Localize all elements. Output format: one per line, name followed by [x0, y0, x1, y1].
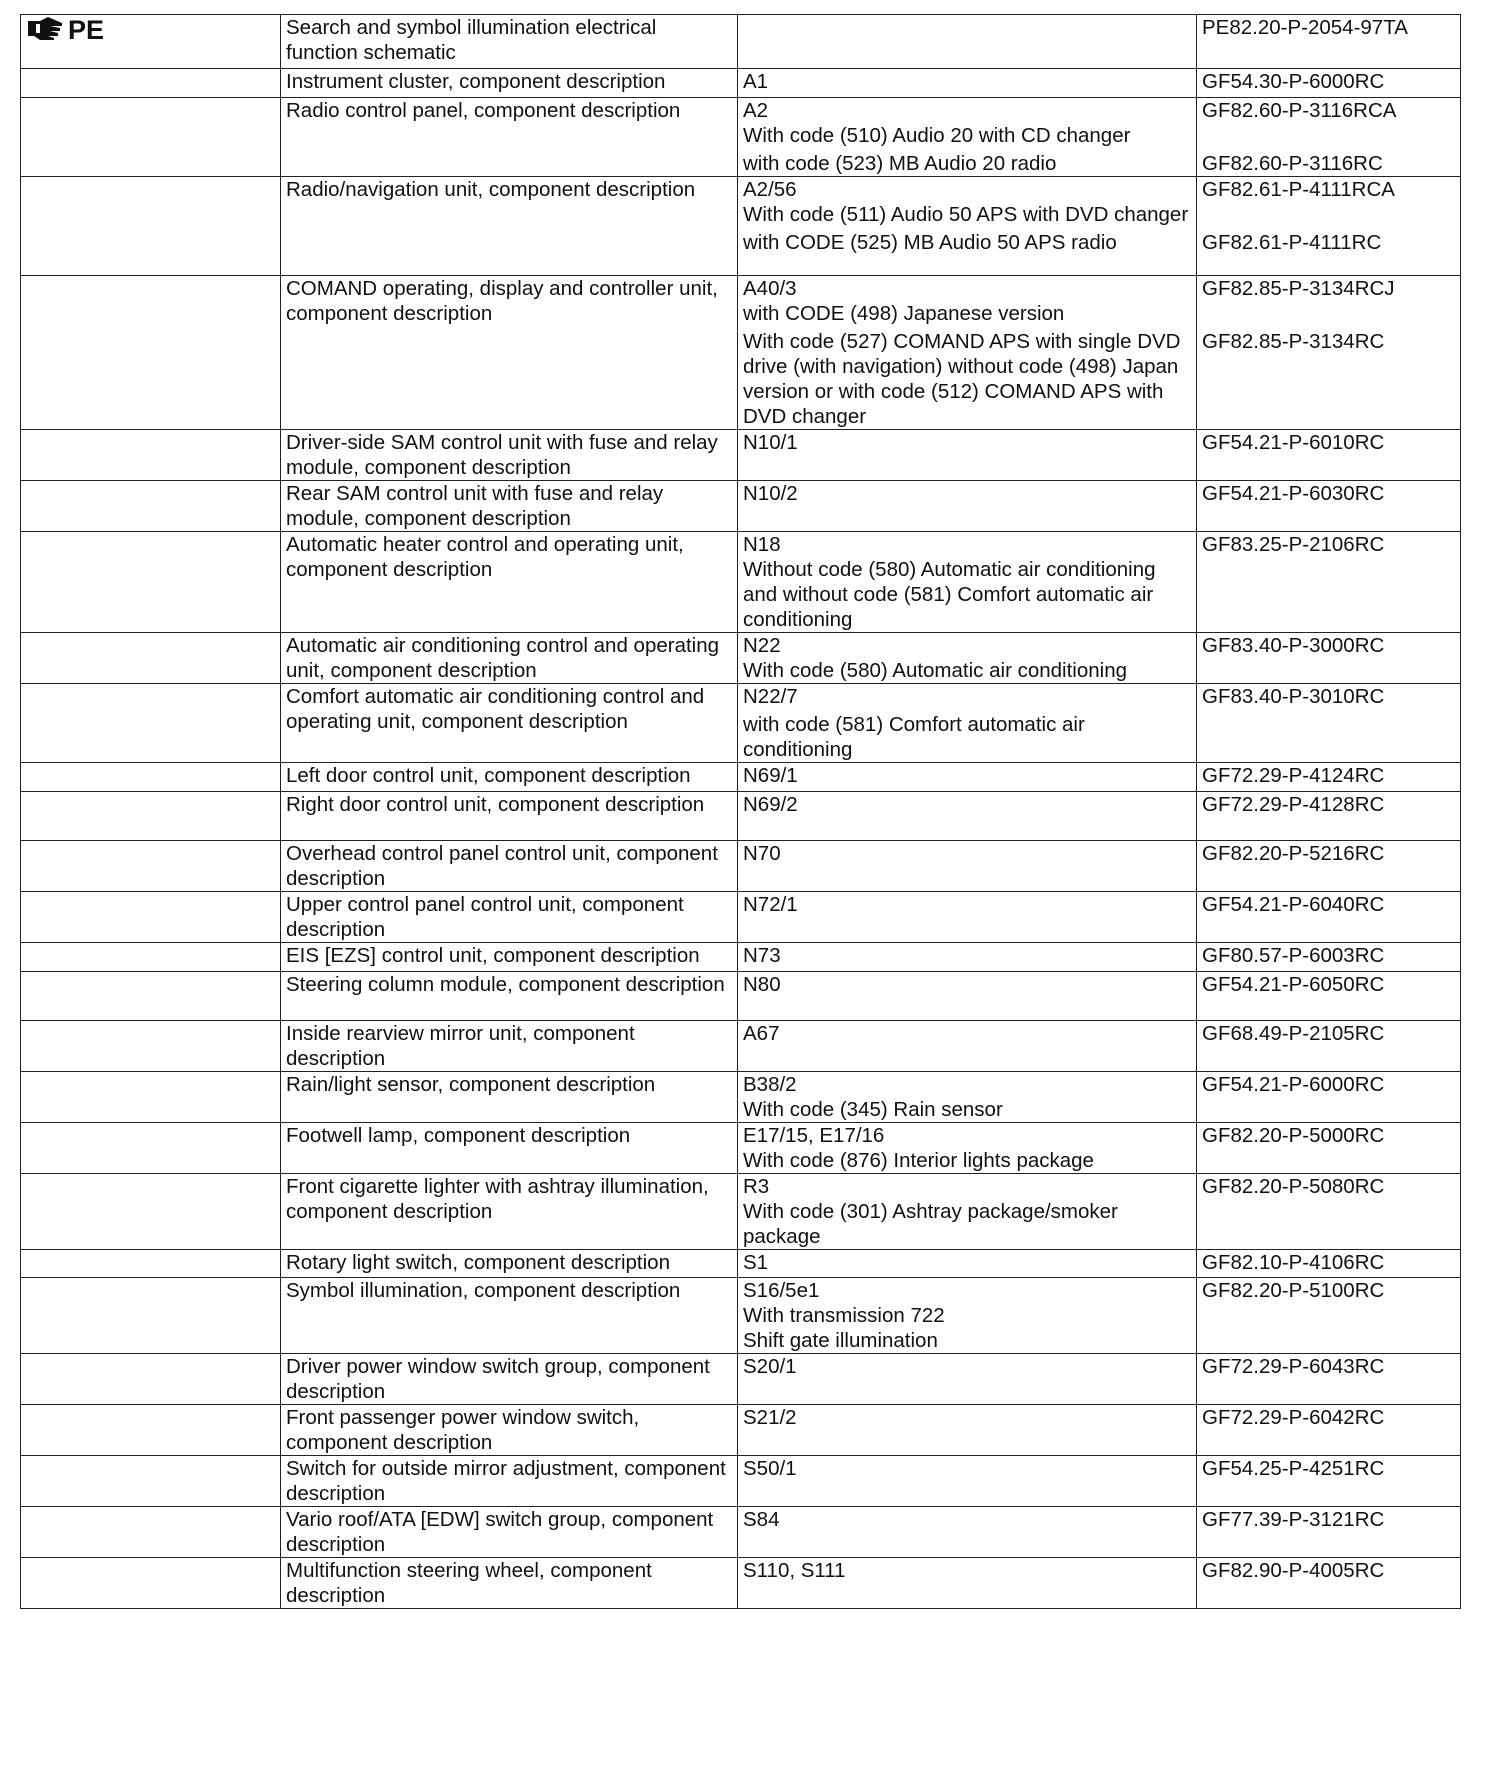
table-row	[21, 792, 1461, 841]
document-reference-cell	[1197, 177, 1461, 276]
component-code-cell	[738, 69, 1197, 98]
component-code-cell	[738, 1123, 1197, 1174]
component-code-cell	[738, 972, 1197, 1021]
document-reference-cell	[1197, 1278, 1461, 1354]
tag-cell	[21, 481, 281, 532]
component-description: Right door control unit, component description	[281, 792, 738, 841]
component-description: Upper control panel control unit, component description	[281, 892, 738, 943]
component-code: N73	[743, 944, 781, 967]
component-description: Steering column module, component description	[281, 972, 738, 1021]
table-row	[21, 1174, 1461, 1250]
component-code: S20/1	[743, 1355, 797, 1378]
component-description: Instrument cluster, component description	[281, 69, 738, 98]
document-reference-link[interactable]: GF54.21-P-6010RC	[1202, 431, 1385, 454]
document-reference-cell	[1197, 1021, 1461, 1072]
component-code-cell	[738, 1405, 1197, 1456]
document-reference-link[interactable]: GF54.21-P-6030RC	[1202, 482, 1385, 505]
document-reference-cell	[1197, 532, 1461, 633]
table-row	[21, 1021, 1461, 1072]
document-reference-link[interactable]: GF54.21-P-6000RC	[1202, 1073, 1385, 1096]
component-code-cell	[738, 430, 1197, 481]
component-code-cell	[738, 1174, 1197, 1250]
component-code-cell	[738, 841, 1197, 892]
document-reference-cell	[1197, 98, 1461, 177]
table-row	[21, 892, 1461, 943]
table-row	[21, 972, 1461, 1021]
component-description: Vario roof/ATA [EDW] switch group, component description	[281, 1507, 738, 1558]
table-row	[21, 943, 1461, 972]
tag-cell	[21, 1558, 281, 1609]
tag-cell	[21, 1250, 281, 1278]
document-reference-cell	[1197, 972, 1461, 1021]
component-description: Symbol illumination, component description	[281, 1278, 738, 1354]
component-code: With code (527) COMAND APS with single DVD drive (with navigation) without code (498) Japan version or with code (512) COMAND APS with DVD changer	[743, 330, 1181, 428]
table-body	[21, 15, 1461, 1609]
component-code: with code (581) Comfort automatic air conditioning	[743, 713, 1085, 761]
document-reference-link[interactable]: GF72.29-P-4124RC	[1202, 764, 1385, 787]
component-description: Multifunction steering wheel, component description	[281, 1558, 738, 1609]
component-code: with CODE (525) MB Audio 50 APS radio	[743, 231, 1117, 254]
tag-cell	[21, 1123, 281, 1174]
document-reference-link[interactable]: GF82.61-P-4111RC	[1202, 231, 1382, 254]
component-code: E17/15, E17/16 With code (876) Interior lights package	[743, 1124, 1094, 1172]
document-reference-link[interactable]: GF82.90-P-4005RC	[1202, 1559, 1385, 1582]
document-reference-link[interactable]: GF82.61-P-4111RCA	[1202, 178, 1395, 201]
document-reference-link[interactable]: GF82.85-P-3134RC	[1202, 330, 1385, 353]
table-row	[21, 1072, 1461, 1123]
table-row	[21, 684, 1461, 763]
section-tag: PE	[68, 15, 105, 45]
document-reference-cell	[1197, 430, 1461, 481]
document-reference-cell	[1197, 763, 1461, 792]
component-code-cell	[738, 276, 1197, 430]
table-row	[21, 841, 1461, 892]
table-row	[21, 481, 1461, 532]
component-description: Footwell lamp, component description	[281, 1123, 738, 1174]
document-reference-cell	[1197, 1354, 1461, 1405]
table-row	[21, 177, 1461, 276]
component-description: Driver-side SAM control unit with fuse and relay module, component description	[281, 430, 738, 481]
component-description: Automatic air conditioning control and operating unit, component description	[281, 633, 738, 684]
tag-cell	[21, 792, 281, 841]
pointing-hand-icon	[26, 15, 66, 43]
document-reference-cell	[1197, 1405, 1461, 1456]
tag-cell	[21, 1174, 281, 1250]
table-row	[21, 1123, 1461, 1174]
document-reference-link[interactable]: GF82.20-P-5080RC	[1202, 1175, 1385, 1198]
tag-cell	[21, 1021, 281, 1072]
table-row	[21, 1250, 1461, 1278]
tag-cell	[21, 633, 281, 684]
component-code-cell	[738, 1278, 1197, 1354]
document-reference-link[interactable]: GF54.30-P-6000RC	[1202, 70, 1385, 93]
document-reference-cell	[1197, 1558, 1461, 1609]
component-code: with code (523) MB Audio 20 radio	[743, 152, 1057, 175]
tag-cell	[21, 841, 281, 892]
component-code: S84	[743, 1508, 780, 1531]
tag-cell	[21, 69, 281, 98]
component-description: Driver power window switch group, component description	[281, 1354, 738, 1405]
tag-cell	[21, 1354, 281, 1405]
component-code-cell	[738, 792, 1197, 841]
document-reference-link[interactable]: GF82.10-P-4106RC	[1202, 1251, 1385, 1274]
component-description: Radio/navigation unit, component description	[281, 177, 738, 276]
tag-cell	[21, 430, 281, 481]
component-code-cell	[738, 943, 1197, 972]
document-reference-cell	[1197, 1072, 1461, 1123]
document-reference-link[interactable]: GF82.20-P-5000RC	[1202, 1124, 1385, 1147]
tag-cell	[21, 684, 281, 763]
component-code-cell	[738, 481, 1197, 532]
document-reference-link[interactable]: GF54.21-P-6050RC	[1202, 973, 1385, 996]
tag-cell	[21, 972, 281, 1021]
document-reference-cell	[1197, 1250, 1461, 1278]
tag-cell	[21, 1405, 281, 1456]
component-description: Comfort automatic air conditioning control and operating unit, component description	[281, 684, 738, 763]
component-code: A1	[743, 70, 769, 93]
component-code-cell	[738, 1507, 1197, 1558]
document-reference-link[interactable]: GF72.29-P-6042RC	[1202, 1406, 1385, 1429]
component-code-cell	[738, 763, 1197, 792]
document-reference-cell	[1197, 276, 1461, 430]
component-code: A67	[743, 1022, 780, 1045]
component-description: Front passenger power window switch, component description	[281, 1405, 738, 1456]
document-reference-cell	[1197, 892, 1461, 943]
table-row	[21, 1354, 1461, 1405]
tag-cell	[21, 1507, 281, 1558]
table-row	[21, 69, 1461, 98]
document-reference-cell	[1197, 943, 1461, 972]
table-row	[21, 1507, 1461, 1558]
document-reference-cell	[1197, 1123, 1461, 1174]
component-code: N10/1	[743, 431, 798, 454]
component-code-cell	[738, 98, 1197, 177]
component-code: S1	[743, 1251, 769, 1274]
component-code: N69/2	[743, 793, 798, 816]
component-code: N18 Without code (580) Automatic air conditioning and without code (581) Comfort automatic air conditioning	[743, 533, 1156, 631]
component-code-cell	[738, 1250, 1197, 1278]
document-reference-cell	[1197, 69, 1461, 98]
component-code-cell	[738, 1354, 1197, 1405]
tag-cell	[21, 177, 281, 276]
document-reference-cell	[1197, 841, 1461, 892]
document-reference-cell	[1197, 481, 1461, 532]
component-code-cell	[738, 892, 1197, 943]
document-reference-link[interactable]: GF83.40-P-3010RC	[1202, 685, 1385, 708]
table-row	[21, 1558, 1461, 1609]
component-code-cell	[738, 1456, 1197, 1507]
document-reference-cell	[1197, 1507, 1461, 1558]
table-row	[21, 276, 1461, 430]
tag-cell	[21, 1278, 281, 1354]
component-code: N22/7	[743, 685, 798, 708]
table-row	[21, 98, 1461, 177]
document-reference-cell	[1197, 1456, 1461, 1507]
document-reference-link[interactable]: GF82.85-P-3134RCJ	[1202, 277, 1395, 300]
component-description: Rotary light switch, component description	[281, 1250, 738, 1278]
document-reference-link[interactable]: GF54.25-P-4251RC	[1202, 1457, 1385, 1480]
document-reference-cell	[1197, 1174, 1461, 1250]
component-code: S21/2	[743, 1406, 797, 1429]
document-reference-cell	[1197, 792, 1461, 841]
reference-table	[20, 14, 1461, 1609]
component-code: N72/1	[743, 893, 798, 916]
component-description: Overhead control panel control unit, component description	[281, 841, 738, 892]
component-code: A2/56 With code (511) Audio 50 APS with DVD changer	[743, 178, 1189, 226]
component-description: Rear SAM control unit with fuse and relay module, component description	[281, 481, 738, 532]
component-code-cell	[738, 532, 1197, 633]
component-description: Rain/light sensor, component description	[281, 1072, 738, 1123]
component-code: S50/1	[743, 1457, 797, 1480]
component-description: Automatic heater control and operating unit, component description	[281, 532, 738, 633]
component-code: S16/5e1 With transmission 722 Shift gate illumination	[743, 1279, 945, 1352]
tag-cell	[21, 276, 281, 430]
component-code-cell	[738, 633, 1197, 684]
document-reference-link[interactable]: GF82.20-P-5100RC	[1202, 1279, 1385, 1302]
document-reference-link[interactable]: GF72.29-P-4128RC	[1202, 793, 1385, 816]
component-code: N22 With code (580) Automatic air conditioning	[743, 634, 1128, 682]
header-code	[738, 15, 1197, 69]
document-reference-link[interactable]: GF72.29-P-6043RC	[1202, 1355, 1385, 1378]
header-reference: PE82.20-P-2054-97TA	[1197, 15, 1461, 69]
component-description: Switch for outside mirror adjustment, component description	[281, 1456, 738, 1507]
document-reference-link[interactable]: GF82.60-P-3116RC	[1202, 152, 1383, 175]
component-code: N80	[743, 973, 781, 996]
table-row	[21, 763, 1461, 792]
component-code-cell	[738, 1558, 1197, 1609]
document-reference-link[interactable]: GF83.25-P-2106RC	[1202, 533, 1385, 556]
document-reference-link[interactable]: GF54.21-P-6040RC	[1202, 893, 1385, 916]
header-row	[21, 15, 1461, 69]
document-reference-link[interactable]: GF80.57-P-6003RC	[1202, 944, 1385, 967]
component-code-cell	[738, 1021, 1197, 1072]
table-row	[21, 430, 1461, 481]
document-reference-link[interactable]: GF83.40-P-3000RC	[1202, 634, 1385, 657]
component-code: N70	[743, 842, 781, 865]
document-reference-link[interactable]: GF82.60-P-3116RCA	[1202, 99, 1397, 122]
document-reference-cell	[1197, 684, 1461, 763]
tag-cell	[21, 892, 281, 943]
tag-cell	[21, 98, 281, 177]
component-description: Left door control unit, component description	[281, 763, 738, 792]
tag-cell	[21, 763, 281, 792]
component-code: A2 With code (510) Audio 20 with CD changer	[743, 99, 1131, 147]
document-reference-cell	[1197, 633, 1461, 684]
table-row	[21, 532, 1461, 633]
component-description: COMAND operating, display and controller unit, component description	[281, 276, 738, 430]
table-row	[21, 1278, 1461, 1354]
component-code: S110, S111	[743, 1559, 846, 1582]
component-description: Front cigarette lighter with ashtray illumination, component description	[281, 1174, 738, 1250]
component-code-cell	[738, 1072, 1197, 1123]
header-description: Search and symbol illumination electrical function schematic	[281, 15, 738, 69]
tag-cell	[21, 532, 281, 633]
component-code: A40/3 with CODE (498) Japanese version	[743, 277, 1065, 325]
component-description: Radio control panel, component description	[281, 98, 738, 177]
tag-cell	[21, 1072, 281, 1123]
component-code: B38/2 With code (345) Rain sensor	[743, 1073, 1003, 1121]
document-reference-link[interactable]: GF68.49-P-2105RC	[1202, 1022, 1385, 1045]
tag-cell	[21, 15, 281, 69]
table-row	[21, 633, 1461, 684]
tag-cell	[21, 943, 281, 972]
document-reference-link[interactable]: GF82.20-P-5216RC	[1202, 842, 1385, 865]
component-code: N69/1	[743, 764, 798, 787]
component-code-cell	[738, 684, 1197, 763]
component-code: N10/2	[743, 482, 798, 505]
table-row	[21, 1456, 1461, 1507]
component-description: Inside rearview mirror unit, component description	[281, 1021, 738, 1072]
component-code-cell	[738, 177, 1197, 276]
component-description: EIS [EZS] control unit, component description	[281, 943, 738, 972]
table-row	[21, 1405, 1461, 1456]
tag-cell	[21, 1456, 281, 1507]
component-code: R3 With code (301) Ashtray package/smoker package	[743, 1175, 1118, 1248]
document-reference-link[interactable]: GF77.39-P-3121RC	[1202, 1508, 1385, 1531]
